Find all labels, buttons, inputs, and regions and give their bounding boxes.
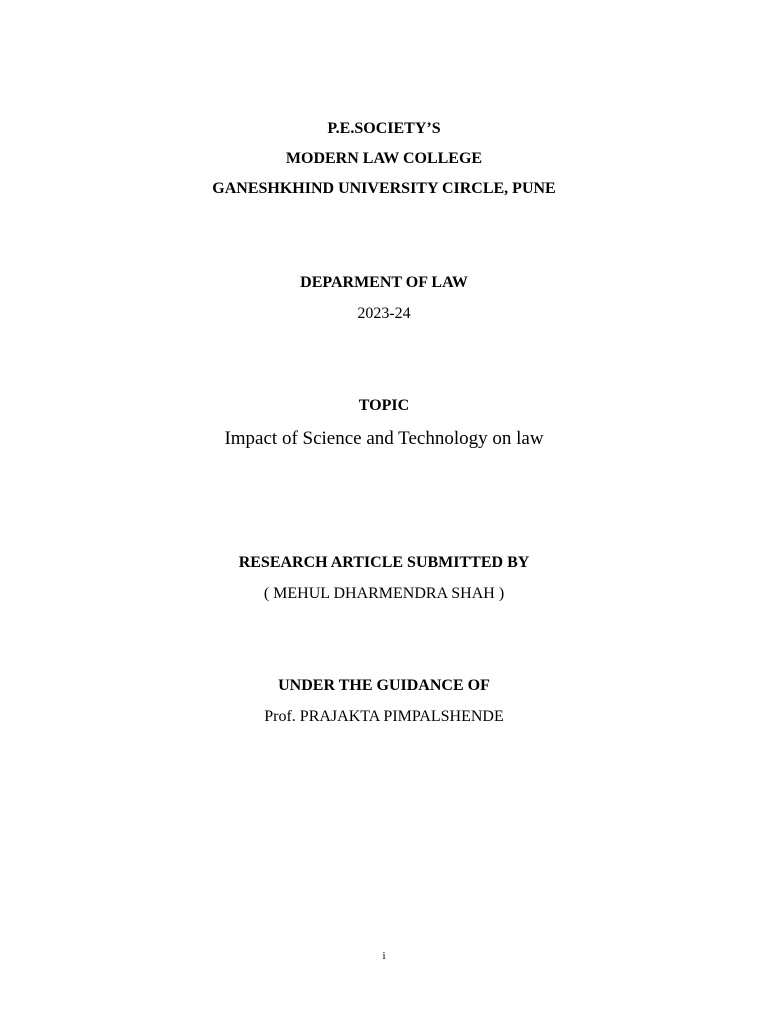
guidance-heading: UNDER THE GUIDANCE OF — [278, 677, 490, 694]
topic-title: Impact of Science and Technology on law — [224, 428, 544, 449]
college-address: GANESHKHIND UNIVERSITY CIRCLE, PUNE — [212, 180, 556, 197]
page-number: i — [382, 950, 386, 962]
department-name: DEPARMENT OF LAW — [300, 274, 468, 291]
author-name: ( MEHUL DHARMENDRA SHAH ) — [263, 585, 505, 602]
topic-heading: TOPIC — [358, 397, 410, 414]
academic-year: 2023-24 — [357, 305, 411, 322]
submission-heading: RESEARCH ARTICLE SUBMITTED BY — [238, 554, 530, 571]
guide-name: Prof. PRAJAKTA PIMPALSHENDE — [264, 708, 504, 725]
society-name: P.E.SOCIETY’S — [327, 120, 441, 137]
college-name: MODERN LAW COLLEGE — [285, 150, 483, 167]
